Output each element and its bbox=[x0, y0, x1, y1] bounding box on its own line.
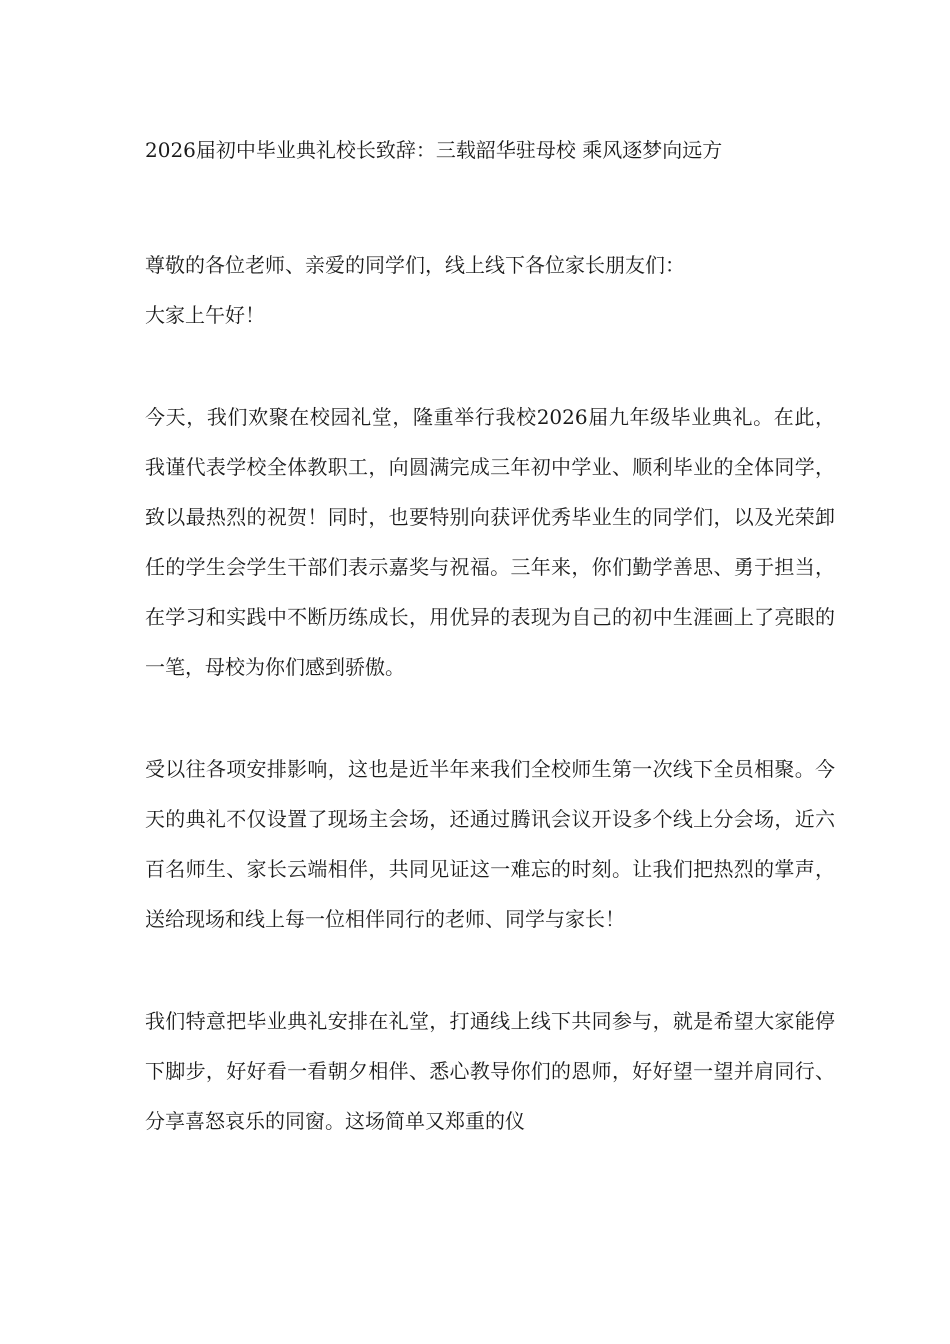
document-title: 2026届初中毕业典礼校长致辞：三载韶华驻母校 乘风逐梦向远方 bbox=[145, 138, 723, 162]
paragraph-auditorium: 我们特意把毕业典礼安排在礼堂，打通线上线下共同参与，就是希望大家能停下脚步，好好看一看朝夕相伴、悉心教导你们的恩师，好好望一望并肩同行、分享喜怒哀乐的同窗。这场简单又郑重的仪 bbox=[145, 1009, 835, 1133]
document-body bbox=[145, 134, 835, 1146]
paragraph-celebration: 今天，我们欢聚在校园礼堂，隆重举行我校2026届九年级毕业典礼。在此，我谨代表学校全体教职工，向圆满完成三年初中学业、顺利毕业的全体同学，致以最热烈的祝贺！同时，也要特别向获评优秀毕业生的同学们，以及光荣卸任的学生会学生干部们表示嘉奖与祝福。三年来，你们勤学善思、勇于担当，在学习和实践中不断历练成长，用优异的表现为自己的初中生涯画上了亮眼的一笔，母校为你们感到骄傲。 bbox=[145, 405, 835, 679]
salutation: 尊敬的各位老师、亲爱的同学们，线上线下各位家长朋友们： bbox=[145, 253, 685, 277]
greeting: 大家上午好！ bbox=[145, 303, 265, 327]
paragraph-gathering: 受以往各项安排影响，这也是近半年来我们全校师生第一次线下全员相聚。今天的典礼不仅设置了现场主会场，还通过腾讯会议开设多个线上分会场，近六百名师生、家长云端相伴，共同见证这一难忘的时刻。让我们把热烈的掌声，送给现场和线上每一位相伴同行的老师、同学与家长！ bbox=[145, 757, 835, 931]
